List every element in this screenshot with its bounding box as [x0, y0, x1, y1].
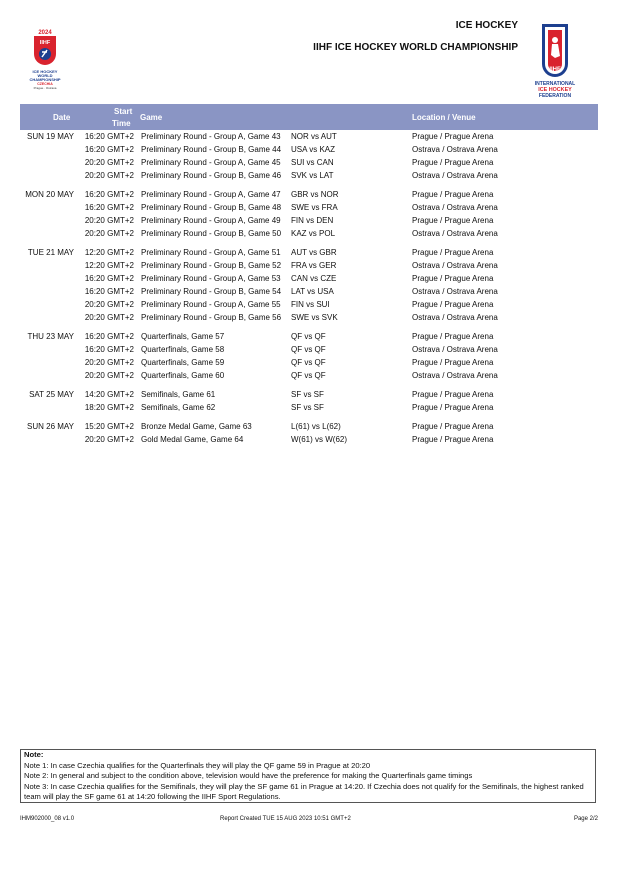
row-venue: Prague / Prague Arena — [412, 248, 494, 257]
row-game: Gold Medal Game, Game 64 — [141, 435, 244, 444]
table-header — [20, 104, 598, 130]
table-row — [20, 330, 598, 343]
row-start-time: 14:20 GMT+2 — [84, 390, 134, 399]
table-row — [20, 143, 598, 156]
header-title-event: IIHF ICE HOCKEY WORLD CHAMPIONSHIP — [313, 42, 518, 53]
row-matchup: FIN vs SUI — [291, 300, 330, 309]
table-row — [20, 388, 598, 401]
row-game: Preliminary Round - Group A, Game 47 — [141, 190, 281, 199]
logo-country: CZECHIA — [37, 82, 53, 86]
row-matchup: SF vs SF — [291, 390, 324, 399]
logo-right-line1: INTERNATIONAL — [534, 81, 576, 87]
row-matchup: SUI vs CAN — [291, 158, 334, 167]
row-game: Preliminary Round - Group A, Game 53 — [141, 274, 281, 283]
row-start-time: 16:20 GMT+2 — [84, 332, 134, 341]
table-row — [20, 369, 598, 382]
logo-cities: Prague · Ostrava — [33, 86, 57, 90]
note-3: Note 3: In case Czechia qualifies for the Semifinals, they will play the SF game 61 in Prague at 14:20. If Czechia does not qualify for the Semifinals, the highest ranked team will play the SF game 61 at 14:20 following the IIHF Sport Regulations. — [24, 781, 584, 802]
row-venue: Ostrava / Ostrava Arena — [412, 229, 498, 238]
row-matchup: QF vs QF — [291, 332, 326, 341]
row-matchup: QF vs QF — [291, 345, 326, 354]
row-venue: Prague / Prague Arena — [412, 390, 494, 399]
row-start-time: 16:20 GMT+2 — [84, 145, 134, 154]
row-game: Semifinals, Game 61 — [141, 390, 216, 399]
table-row — [20, 311, 598, 324]
header-title-sport: ICE HOCKEY — [455, 20, 518, 31]
row-start-time: 12:20 GMT+2 — [84, 248, 134, 257]
row-venue: Ostrava / Ostrava Arena — [412, 345, 498, 354]
row-matchup: FRA vs GER — [291, 261, 337, 270]
row-date: SAT 25 MAY — [29, 390, 74, 399]
row-venue: Ostrava / Ostrava Arena — [412, 287, 498, 296]
table-row — [20, 130, 598, 143]
row-venue: Prague / Prague Arena — [412, 190, 494, 199]
logo-line1: ICE HOCKEY — [32, 69, 58, 74]
row-venue: Prague / Prague Arena — [412, 300, 494, 309]
row-venue: Prague / Prague Arena — [412, 403, 494, 412]
table-row — [20, 188, 598, 201]
logo-right-line2: ICE HOCKEY — [538, 87, 572, 93]
row-game: Quarterfinals, Game 59 — [141, 358, 225, 367]
table-row — [20, 420, 598, 433]
row-game: Bronze Medal Game, Game 63 — [141, 422, 252, 431]
row-game: Quarterfinals, Game 60 — [141, 371, 225, 380]
note-2: Note 2: In general and subject to the condition above, television would have the preference for making the Quarterfinals game timings — [24, 771, 473, 781]
row-game: Preliminary Round - Group B, Game 50 — [141, 229, 282, 238]
logo-line2: WORLD — [37, 73, 53, 78]
row-venue: Prague / Prague Arena — [412, 274, 494, 283]
row-matchup: SVK vs LAT — [291, 171, 334, 180]
row-venue: Prague / Prague Arena — [412, 358, 494, 367]
table-row — [20, 169, 598, 182]
row-start-time: 20:20 GMT+2 — [84, 300, 134, 309]
row-game: Preliminary Round - Group A, Game 49 — [141, 216, 281, 225]
footer-doc-id: IHM902000_08 v1.0 — [20, 816, 75, 822]
row-venue: Ostrava / Ostrava Arena — [412, 313, 498, 322]
row-venue: Prague / Prague Arena — [412, 422, 494, 431]
table-row — [20, 285, 598, 298]
row-start-time: 15:20 GMT+2 — [84, 422, 134, 431]
row-matchup: GBR vs NOR — [291, 190, 339, 199]
iihf-logo — [530, 22, 580, 102]
row-start-time: 20:20 GMT+2 — [84, 313, 134, 322]
row-matchup: CAN vs CZE — [291, 274, 337, 283]
col-date: Date — [53, 113, 71, 122]
row-matchup: AUT vs GBR — [291, 248, 337, 257]
row-matchup: SF vs SF — [291, 403, 324, 412]
row-start-time: 16:20 GMT+2 — [84, 345, 134, 354]
footer-report-created: Report Created TUE 15 AUG 2023 10:51 GMT+2 — [220, 816, 351, 822]
row-matchup: USA vs KAZ — [291, 145, 336, 154]
row-game: Quarterfinals, Game 57 — [141, 332, 225, 341]
row-game: Preliminary Round - Group A, Game 55 — [141, 300, 281, 309]
wc2024-logo — [20, 28, 70, 98]
table-row — [20, 227, 598, 240]
row-venue: Prague / Prague Arena — [412, 332, 494, 341]
row-game: Preliminary Round - Group B, Game 44 — [141, 145, 282, 154]
row-date: THU 23 MAY — [27, 332, 74, 341]
logo-year: 2024 — [38, 30, 52, 36]
row-venue: Prague / Prague Arena — [412, 435, 494, 444]
table-row — [20, 433, 598, 446]
row-matchup: QF vs QF — [291, 371, 326, 380]
row-game: Preliminary Round - Group A, Game 51 — [141, 248, 281, 257]
table-row — [20, 343, 598, 356]
row-game: Quarterfinals, Game 58 — [141, 345, 225, 354]
table-row — [20, 201, 598, 214]
logo-iihf: IIHF — [39, 40, 51, 46]
row-start-time: 20:20 GMT+2 — [84, 371, 134, 380]
row-game: Semifinals, Game 62 — [141, 403, 216, 412]
row-matchup: FIN vs DEN — [291, 216, 334, 225]
row-start-time: 20:20 GMT+2 — [84, 216, 134, 225]
row-venue: Ostrava / Ostrava Arena — [412, 145, 498, 154]
row-game: Preliminary Round - Group A, Game 43 — [141, 132, 281, 141]
row-start-time: 20:20 GMT+2 — [84, 435, 134, 444]
row-venue: Ostrava / Ostrava Arena — [412, 261, 498, 270]
row-date: SUN 26 MAY — [27, 422, 74, 431]
row-start-time: 16:20 GMT+2 — [84, 287, 134, 296]
row-matchup: W(61) vs W(62) — [291, 435, 347, 444]
col-game: Game — [140, 113, 163, 122]
row-venue: Prague / Prague Arena — [412, 132, 494, 141]
row-game: Preliminary Round - Group B, Game 56 — [141, 313, 282, 322]
table-row — [20, 259, 598, 272]
row-matchup: LAT vs USA — [291, 287, 334, 296]
row-matchup: SWE vs SVK — [291, 313, 338, 322]
row-start-time: 16:20 GMT+2 — [84, 274, 134, 283]
logo-iihf-mark: IIHF — [549, 67, 561, 73]
row-start-time: 16:20 GMT+2 — [84, 190, 134, 199]
table-row — [20, 214, 598, 227]
row-matchup: SWE vs FRA — [291, 203, 338, 212]
table-row — [20, 246, 598, 259]
row-game: Preliminary Round - Group A, Game 45 — [141, 158, 281, 167]
table-row — [20, 156, 598, 169]
row-venue: Ostrava / Ostrava Arena — [412, 203, 498, 212]
table-row — [20, 272, 598, 285]
notes-box — [20, 749, 596, 803]
row-matchup: L(61) vs L(62) — [291, 422, 341, 431]
row-matchup: KAZ vs POL — [291, 229, 336, 238]
row-venue: Prague / Prague Arena — [412, 216, 494, 225]
row-start-time: 20:20 GMT+2 — [84, 171, 134, 180]
row-start-time: 20:20 GMT+2 — [84, 358, 134, 367]
row-start-time: 20:20 GMT+2 — [84, 229, 134, 238]
row-game: Preliminary Round - Group B, Game 54 — [141, 287, 282, 296]
row-start-time: 20:20 GMT+2 — [84, 158, 134, 167]
row-game: Preliminary Round - Group B, Game 48 — [141, 203, 282, 212]
row-game: Preliminary Round - Group B, Game 52 — [141, 261, 282, 270]
row-matchup: QF vs QF — [291, 358, 326, 367]
row-date: SUN 19 MAY — [27, 132, 74, 141]
col-start-line2: Time — [112, 119, 131, 128]
row-date: TUE 21 MAY — [27, 248, 74, 257]
row-matchup: NOR vs AUT — [291, 132, 337, 141]
row-venue: Prague / Prague Arena — [412, 158, 494, 167]
logo-line3: CHAMPIONSHIP — [29, 77, 61, 82]
row-game: Preliminary Round - Group B, Game 46 — [141, 171, 282, 180]
footer-page: Page 2/2 — [573, 816, 598, 822]
row-venue: Ostrava / Ostrava Arena — [412, 371, 498, 380]
notes-title: Note: — [24, 750, 44, 759]
row-start-time: 16:20 GMT+2 — [84, 132, 134, 141]
col-start-line1: Start — [114, 107, 133, 116]
row-start-time: 12:20 GMT+2 — [84, 261, 134, 270]
table-row — [20, 401, 598, 414]
row-venue: Ostrava / Ostrava Arena — [412, 171, 498, 180]
table-row — [20, 298, 598, 311]
logo-right-line3: FEDERATION — [538, 93, 572, 99]
table-row — [20, 356, 598, 369]
col-venue: Location / Venue — [412, 113, 476, 122]
row-start-time: 16:20 GMT+2 — [84, 203, 134, 212]
row-date: MON 20 MAY — [25, 190, 74, 199]
row-start-time: 18:20 GMT+2 — [84, 403, 134, 412]
note-1: Note 1: In case Czechia qualifies for the Quarterfinals they will play the QF game 59 in Prague at 20:20 — [24, 760, 371, 770]
